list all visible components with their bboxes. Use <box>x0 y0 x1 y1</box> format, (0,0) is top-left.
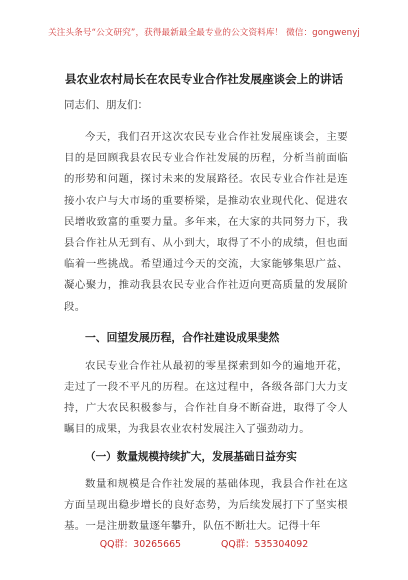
footer-qq-group-2: QQ群：535304092 <box>221 539 309 550</box>
document-body <box>64 95 348 537</box>
greeting: 同志们、朋友们： <box>64 99 148 111</box>
footer-qq-group-1: QQ群：30265665 <box>99 539 182 550</box>
intro-paragraph: 今天，我们召开这次农民专业合作社发展座谈会，主要目的是回顾我县农民专业合作社发展的历程，分析当前面临的形势和问题，探讨未来的发展路径。农民专业合作社是连接小农户与大市场的重要桥梁，是推动农业现代化、促进农民增收致富的重要力量。多年来，在大家的共同努力下，我县合作社从无到有、从小到大，取得了不小的成绩，但也面临着一些挑战。希望通过今天的交流，大家能够集思广益、凝心聚力，推动我县农民专业合作社迈向更高质量的发展阶段。 <box>64 131 348 313</box>
subsection-heading-1-1: （一）数量规模持续扩大，发展基础日益夯实 <box>85 450 297 463</box>
footer-contact <box>0 536 408 550</box>
header-promo-note: 关注头条号“公文研究”，获得最新最全最专业的公文资料库！ 微信：gongwenyj <box>48 28 360 38</box>
section-heading-1: 一、回望发展历程，合作社建设成果斐然 <box>85 330 280 344</box>
document-title: 县农业农村局长在农民专业合作社发展座谈会上的讲话 <box>64 72 344 86</box>
subsection-1-1-paragraph: 数量和规模是合作社发展的基础体现，我县合作社在这方面呈现出稳步增长的良好态势，为后续发展打下了坚实根基。一是注册数量逐年攀升，队伍不断壮大。记得十年 <box>64 477 348 533</box>
section-1-paragraph: 农民专业合作社从最初的零星探索到如今的遍地开花，走过了一段不平凡的历程。在这过程中，各级各部门大力支持，广大农民积极参与，合作社自身不断奋进，取得了令人瞩目的成果，为我县农业农村发展注入了强劲动力。 <box>64 359 348 436</box>
